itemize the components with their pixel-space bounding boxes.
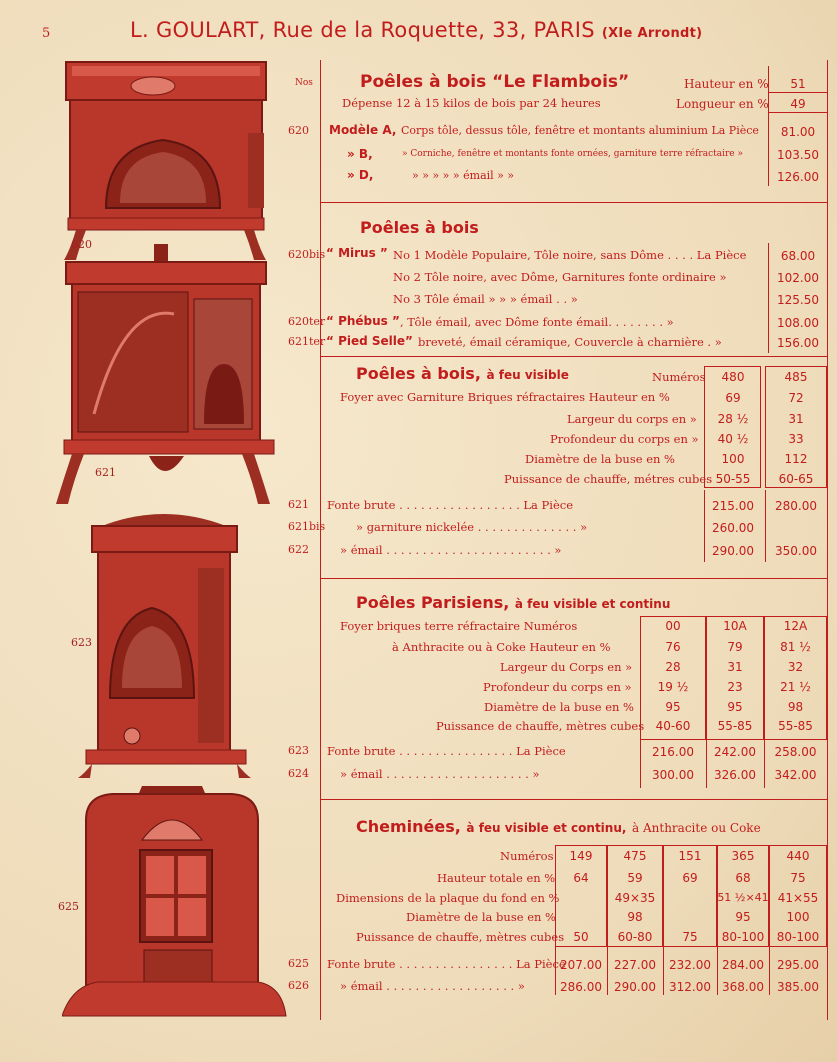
cheminees-title-text: Cheminées, [356, 817, 461, 836]
section-divider-2 [320, 356, 827, 357]
stove-623-label: 623 [71, 636, 92, 649]
chem-440-dimensions: 41×55 [777, 891, 819, 905]
chem-475-hauteur: 59 [627, 871, 643, 885]
chem-label-puissance: Puissance de chauffe, mètres cubes [356, 930, 565, 944]
rule [768, 92, 827, 93]
fv-label-numeros: Numéros [652, 370, 706, 384]
chem-label-dimensions: Dimensions de la plaque du fond en % [336, 891, 560, 905]
par-10a-profondeur: 23 [727, 680, 743, 694]
parisiens-subtitle: à feu visible et continu [514, 597, 671, 611]
chem-475-dimensions: 49×35 [614, 891, 656, 905]
parisiens-title-text: Poêles Parisiens, [356, 593, 510, 612]
mirus-name: “ Mirus ” [326, 246, 388, 260]
header-arrond: (XIe Arrondt) [601, 26, 703, 41]
stove-621-icon [54, 244, 279, 514]
ref-620ter: 620ter [288, 315, 326, 328]
chem-475-diametre: 98 [627, 910, 643, 924]
fv-480-num: 480 [721, 370, 745, 384]
fv-label-puissance: Puissance de chauffe, métres cubes [504, 472, 713, 486]
fv-485-largeur: 31 [788, 412, 804, 426]
cheminees-subtitle: à feu visible et continu, [466, 821, 627, 835]
par-00-hauteur: 76 [665, 640, 681, 654]
model-a: Modèle A, [329, 123, 397, 137]
flambois-hauteur-value: 51 [790, 77, 806, 91]
page-header [0, 18, 837, 48]
fv-480-price-nickelee: 260.00 [712, 521, 754, 535]
ref-621bis: 621bis [288, 520, 326, 533]
chem-475-num: 475 [623, 849, 647, 863]
numeros-header: Nos [295, 78, 313, 88]
chem-149-num: 149 [569, 849, 593, 863]
fv-480-price-email: 290.00 [712, 544, 754, 558]
ref-620bis: 620bis [288, 248, 326, 261]
fv-485-price-email: 350.00 [775, 544, 817, 558]
feu-visible-col-485 [765, 366, 827, 488]
mirus-2-desc: No 2 Tôle noire, avec Dôme, Garnitures fonte ordinaire » [393, 270, 727, 284]
par-00-largeur: 28 [665, 660, 681, 674]
chem-365-price-fonte: 284.00 [722, 958, 764, 972]
chem-row-fonte: Fonte brute . . . . . . . . . . . . . . . . La Pièce [327, 957, 566, 971]
par-12a-hauteur: 81 ½ [780, 640, 811, 654]
chem-365-puissance: 80-100 [721, 930, 765, 944]
par-label-puissance: Puissance de chauffe, mètres cubes [436, 719, 645, 733]
model-b: » B, [347, 147, 373, 161]
price-model-a: 81.00 [780, 125, 816, 139]
ref-625: 625 [288, 957, 309, 970]
fv-485-num: 485 [784, 370, 808, 384]
par-10a-price-email: 326.00 [714, 768, 756, 782]
cheminees-tail: à Anthracite ou Coke [632, 821, 761, 835]
mirus-3-desc: No 3 Tôle émail » » » émail . . » [393, 292, 578, 306]
fv-480-diametre: 100 [721, 452, 745, 466]
chem-365-price-email: 368.00 [722, 980, 764, 994]
fv-480-hauteur: 69 [725, 391, 741, 405]
chem-149-price-fonte: 207.00 [560, 958, 602, 972]
par-00-num: 00 [665, 619, 681, 633]
stove-623-icon [72, 508, 257, 783]
model-d-desc: » » » » » émail » » [412, 169, 515, 182]
par-10a-hauteur: 79 [727, 640, 743, 654]
fv-row-nickelee: » garniture nickelée . . . . . . . . . . . . . . » [356, 520, 588, 534]
par-10a-price-fonte: 242.00 [714, 745, 756, 759]
fv-label-hauteur: Foyer avec Garniture Briques réfractaires Hauteur en % [340, 390, 670, 404]
chem-365-hauteur: 68 [735, 871, 751, 885]
price-mirus-3: 125.50 [777, 293, 819, 307]
par-10a-puissance: 55-85 [717, 719, 753, 733]
ref-622: 622 [288, 543, 309, 556]
feu-visible-title [356, 364, 569, 383]
stove-625-label: 625 [58, 900, 79, 913]
par-label-largeur: Largeur du Corps en » [500, 660, 633, 674]
chem-365-diametre: 95 [735, 910, 751, 924]
fv-485-puissance: 60-65 [778, 472, 814, 486]
chem-440-diametre: 100 [786, 910, 810, 924]
section-divider-4 [320, 799, 827, 800]
fv-480-price-fonte: 215.00 [712, 499, 754, 513]
flambois-depense: Dépense 12 à 15 kilos de bois par 24 heures [342, 96, 601, 110]
feu-visible-title-text: Poêles à bois, [356, 364, 481, 383]
feu-visible-col-480 [704, 366, 761, 488]
par-10a-diametre: 95 [727, 700, 743, 714]
price-model-b: 103.50 [777, 148, 819, 162]
chem-151-price-fonte: 232.00 [669, 958, 711, 972]
par-label-numeros: Foyer briques terre réfractaire Numéros [340, 619, 578, 633]
mirus-1-desc: No 1 Modèle Populaire, Tôle noire, sans Dôme . . . . La Pièce [393, 248, 747, 262]
price-pied-selle: 156.00 [777, 336, 819, 350]
chem-440-hauteur: 75 [790, 871, 806, 885]
price-phebus: 108.00 [777, 316, 819, 330]
ref-621: 621 [288, 498, 309, 511]
stove-620-icon [58, 58, 273, 263]
page-title [130, 18, 702, 42]
chem-149-price-email: 286.00 [560, 980, 602, 994]
chem-149-puissance: 50 [573, 930, 589, 944]
pied-selle-name: “ Pied Selle” [326, 334, 413, 348]
chem-label-hauteur: Hauteur totale en % [437, 871, 556, 885]
model-b-desc: » Corniche, fenêtre et montants fonte ornées, garniture terre réfractaire » [402, 149, 743, 159]
fv-480-puissance: 50-55 [715, 472, 751, 486]
price-col-line-2 [768, 243, 769, 353]
divider-left [320, 60, 321, 1020]
ref-624: 624 [288, 767, 309, 780]
chem-151-hauteur: 69 [682, 871, 698, 885]
stove-625-icon [62, 780, 287, 1028]
par-00-diametre: 95 [665, 700, 681, 714]
chem-label-numeros: Numéros [500, 849, 554, 863]
ref-626: 626 [288, 979, 309, 992]
par-label-profondeur: Profondeur du corps en » [483, 680, 632, 694]
par-row-fonte: Fonte brute . . . . . . . . . . . . . . . . La Pièce [327, 744, 566, 758]
chem-440-price-email: 385.00 [777, 980, 819, 994]
rule [768, 112, 827, 113]
feu-visible-subtitle: à feu visible [486, 368, 569, 382]
stove-620-label: 620 [71, 238, 92, 251]
fv-480-profondeur: 40 ½ [717, 432, 749, 446]
phebus-name: “ Phébus ” [326, 314, 400, 328]
par-12a-price-fonte: 258.00 [774, 745, 817, 759]
pied-selle-desc: breveté, émail céramique, Couvercle à charnière . » [418, 335, 722, 349]
cheminees-title [356, 817, 761, 836]
stove-621-label: 621 [95, 466, 116, 479]
par-00-profondeur: 19 ½ [657, 680, 689, 694]
divider-right [827, 60, 828, 1020]
page-number: 5 [42, 26, 51, 41]
ref-620: 620 [288, 124, 309, 137]
par-12a-profondeur: 21 ½ [780, 680, 811, 694]
par-12a-puissance: 55-85 [778, 719, 813, 733]
phebus-desc: , Tôle émail, avec Dôme fonte émail. . . . . . . . » [400, 315, 674, 329]
par-label-hauteur: à Anthracite ou à Coke Hauteur en % [392, 640, 611, 654]
model-d: » D, [347, 168, 374, 182]
par-12a-num: 12A [783, 619, 808, 633]
chem-440-puissance: 80-100 [776, 930, 820, 944]
par-00-price-fonte: 216.00 [652, 745, 694, 759]
chem-label-diametre: Diamètre de la buse en % [406, 910, 556, 924]
flambois-longueur-value: 49 [790, 97, 806, 111]
chem-365-dimensions: 51 ½×41 [717, 891, 769, 904]
fv-row-email: » émail . . . . . . . . . . . . . . . . . . . . . . . » [340, 543, 562, 557]
ref-623: 623 [288, 744, 309, 757]
par-00-price-email: 300.00 [652, 768, 694, 782]
par-10a-largeur: 31 [727, 660, 743, 674]
chem-149-hauteur: 64 [573, 871, 589, 885]
flambois-longueur-label: Longueur en % [676, 97, 769, 111]
fv-label-profondeur: Profondeur du corps en » [550, 432, 699, 446]
model-a-desc: Corps tôle, dessus tôle, fenêtre et montants aluminium La Pièce [401, 124, 759, 137]
chem-151-num: 151 [678, 849, 702, 863]
flambois-hauteur-label: Hauteur en % [684, 77, 769, 91]
header-title: L. GOULART, Rue de la Roquette, 33, PARIS [130, 18, 595, 42]
section-divider-1 [320, 202, 827, 203]
par-10a-num: 10A [723, 619, 747, 633]
bois-title: Poêles à bois [360, 218, 479, 237]
fv-label-diametre: Diamètre de la buse en % [525, 452, 675, 466]
par-row-email: » émail . . . . . . . . . . . . . . . . . . . . » [340, 767, 540, 781]
fv-485-hauteur: 72 [788, 391, 804, 405]
price-mirus-2: 102.00 [777, 271, 819, 285]
flambois-title: Poêles à bois “Le Flambois” [360, 72, 630, 92]
chem-151-puissance: 75 [682, 930, 698, 944]
par-12a-diametre: 98 [787, 700, 804, 714]
ref-621ter: 621ter [288, 335, 326, 348]
fv-480-largeur: 28 ½ [717, 412, 749, 426]
parisiens-title [356, 593, 670, 612]
chem-475-price-fonte: 227.00 [614, 958, 656, 972]
chem-475-puissance: 60-80 [617, 930, 653, 944]
fv-485-diametre: 112 [784, 452, 808, 466]
fv-485-price-fonte: 280.00 [775, 499, 817, 513]
fv-label-largeur: Largeur du corps en » [567, 412, 697, 426]
par-12a-largeur: 32 [787, 660, 804, 674]
price-model-d: 126.00 [777, 170, 819, 184]
par-label-diametre: Diamètre de la buse en % [484, 700, 634, 714]
chem-row-email: » émail . . . . . . . . . . . . . . . . . . » [340, 979, 525, 993]
chem-151-price-email: 312.00 [669, 980, 711, 994]
chem-365-num: 365 [731, 849, 755, 863]
par-12a-price-email: 342.00 [774, 768, 817, 782]
chem-475-price-email: 290.00 [614, 980, 656, 994]
price-mirus-1: 68.00 [780, 249, 816, 263]
section-divider-3 [320, 578, 827, 579]
par-00-puissance: 40-60 [655, 719, 691, 733]
chem-440-num: 440 [786, 849, 810, 863]
fv-row-fonte: Fonte brute . . . . . . . . . . . . . . . . . La Pièce [327, 498, 574, 512]
chem-440-price-fonte: 295.00 [777, 958, 819, 972]
fv-485-profondeur: 33 [788, 432, 804, 446]
